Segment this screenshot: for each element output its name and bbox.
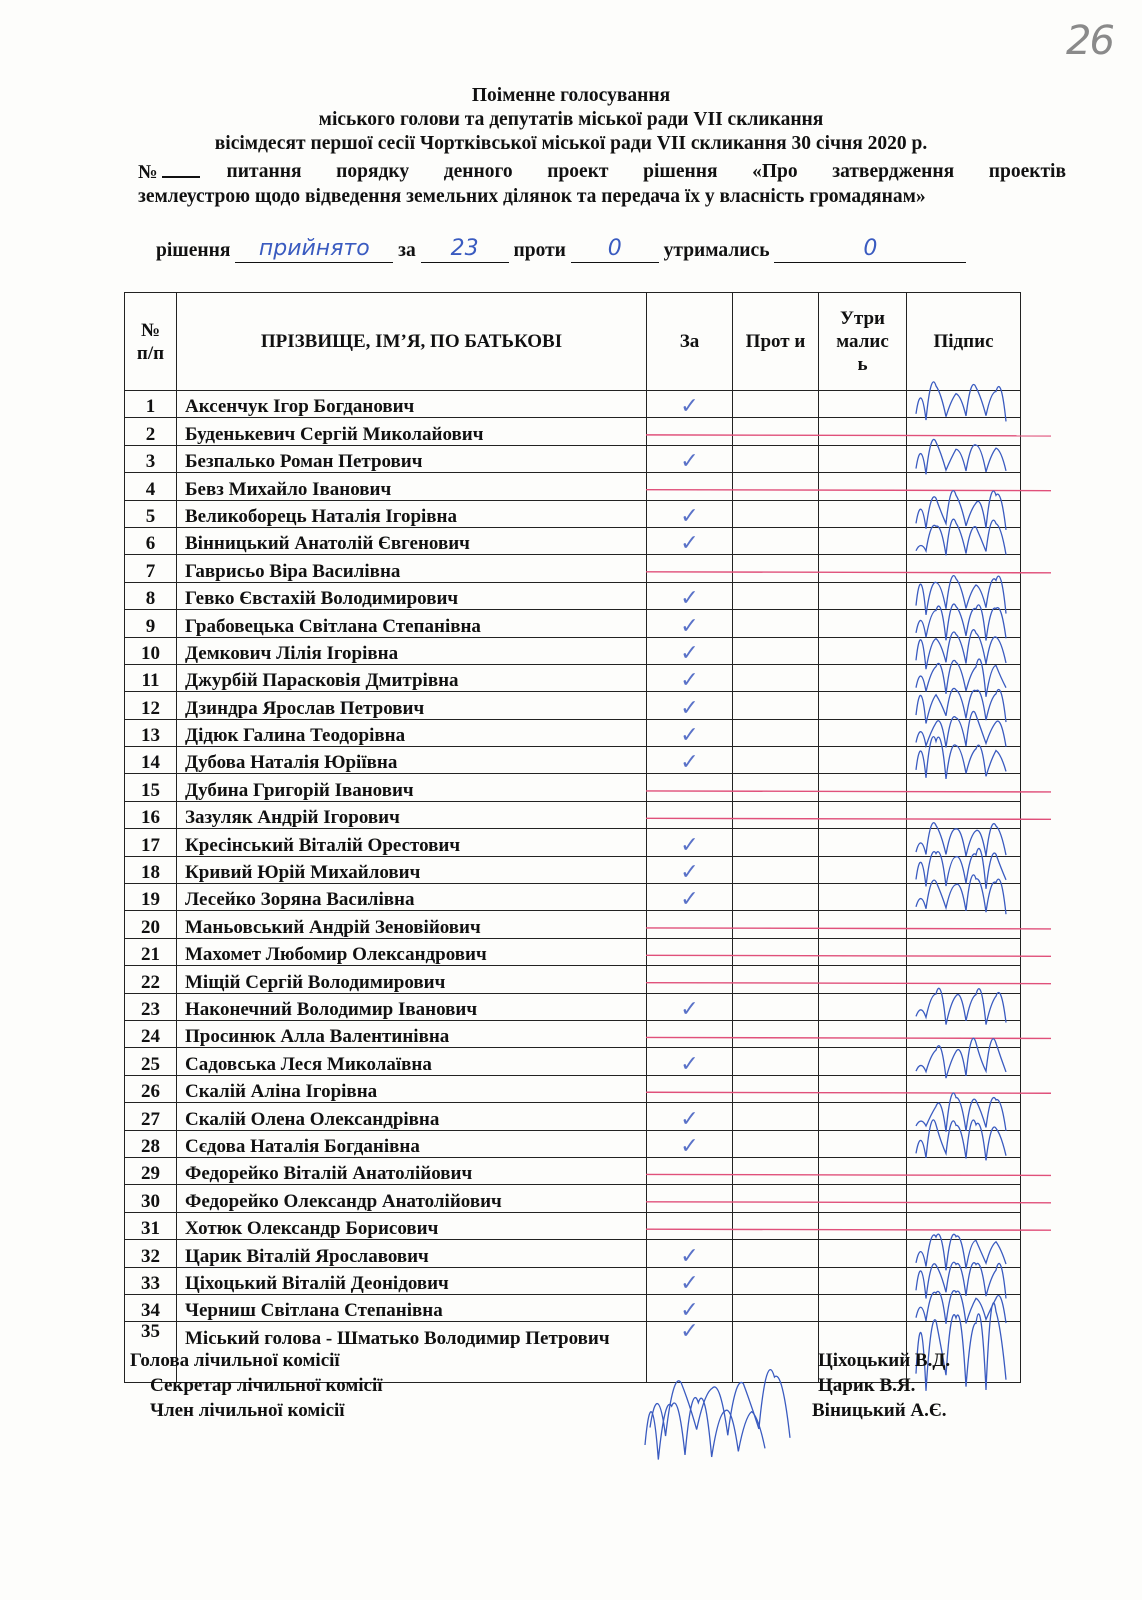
vote-for-cell — [647, 473, 733, 500]
check-mark: ✓ — [680, 503, 699, 529]
signature-cell — [907, 1130, 1021, 1157]
table-row — [125, 1157, 1021, 1184]
table-row — [125, 719, 1021, 746]
vote-against-cell — [733, 1212, 819, 1239]
vote-for-cell — [647, 1212, 733, 1239]
table-row — [125, 1020, 1021, 1047]
row-number: 26 — [125, 1075, 177, 1102]
member-name: Ціхоцький Віталій Деонідович — [177, 1267, 647, 1294]
check-mark: ✓ — [680, 640, 699, 666]
check-mark: ✓ — [680, 723, 699, 749]
check-mark: ✓ — [680, 1051, 699, 1077]
vote-for-cell — [647, 993, 733, 1020]
vote-abstain-cell — [819, 884, 907, 911]
table-row — [125, 445, 1021, 472]
vote-against-cell — [733, 938, 819, 965]
item-number-blank — [162, 160, 200, 178]
signature-cell — [907, 610, 1021, 637]
vote-for-cell — [647, 500, 733, 527]
vote-against-cell — [733, 829, 819, 856]
check-mark: ✓ — [680, 1319, 699, 1345]
signature-cell — [907, 637, 1021, 664]
vote-against-cell — [733, 445, 819, 472]
row-number: 27 — [125, 1103, 177, 1130]
decision-line — [156, 238, 1056, 263]
member-name: Дубова Наталія Юріївна — [177, 747, 647, 774]
vote-against-cell — [733, 1075, 819, 1102]
row-number: 9 — [125, 610, 177, 637]
vote-for-cell — [647, 664, 733, 694]
member-name: Махомет Любомир Олександрович — [177, 938, 647, 965]
member-name: Царик Віталій Ярославович — [177, 1240, 647, 1267]
vote-against-cell — [733, 1020, 819, 1047]
for-count: 23 — [421, 238, 509, 263]
vote-for-cell — [647, 610, 733, 637]
vote-for-cell — [647, 1075, 733, 1102]
row-number: 4 — [125, 473, 177, 500]
vote-for-cell — [647, 637, 733, 664]
member-name: Кривий Юрій Михайлович — [177, 856, 647, 883]
vote-against-cell — [733, 610, 819, 637]
vote-against-cell — [733, 500, 819, 527]
vote-for-cell — [647, 1294, 733, 1324]
vote-abstain-cell — [819, 993, 907, 1020]
vote-abstain-cell — [819, 1075, 907, 1102]
vote-against-cell — [733, 856, 819, 883]
row-number: 11 — [125, 664, 177, 691]
vote-against-cell — [733, 1157, 819, 1184]
member-name: Безпалько Роман Петрович — [177, 445, 647, 472]
member-name: Грабовецька Світлана Степанівна — [177, 610, 647, 637]
table-row — [125, 966, 1021, 993]
vote-for-cell — [647, 801, 733, 828]
vote-against-cell — [733, 1240, 819, 1267]
vote-against-cell — [733, 527, 819, 554]
signature-cell — [907, 1103, 1021, 1130]
agenda-text: питання порядку денного проект рішення «Про затвердження проектів — [226, 161, 1066, 182]
check-mark: ✓ — [680, 531, 699, 557]
vote-for-cell — [647, 1267, 733, 1294]
vote-abstain-cell — [819, 938, 907, 965]
vote-against-cell — [733, 473, 819, 500]
vote-against-cell — [733, 664, 819, 691]
vote-for-cell — [647, 1240, 733, 1267]
vote-abstain-cell — [819, 1185, 907, 1212]
table-row — [125, 555, 1021, 582]
vote-abstain-cell — [819, 1020, 907, 1047]
vote-for-cell — [647, 1130, 733, 1157]
vote-abstain-cell — [819, 1240, 907, 1267]
secretary-label: Секретар лічильної комісії — [150, 1375, 383, 1396]
vote-for-cell — [647, 445, 733, 475]
decision-value: прийнято — [235, 238, 393, 263]
row-number: 22 — [125, 966, 177, 993]
vote-for-cell — [647, 856, 733, 886]
table-row — [125, 911, 1021, 938]
vote-abstain-cell — [819, 692, 907, 719]
member-name: Віницький А.Є. — [812, 1400, 947, 1421]
vote-abstain-cell — [819, 801, 907, 828]
check-mark: ✓ — [680, 1243, 699, 1269]
vote-for-cell — [647, 555, 733, 582]
member-name: Аксенчук Ігор Богданович — [177, 391, 647, 418]
header-num: № п/п — [125, 293, 177, 391]
member-name: Великоборець Наталія Ігорівна — [177, 500, 647, 527]
row-number: 13 — [125, 719, 177, 746]
member-name: Просинюк Алла Валентинівна — [177, 1020, 647, 1047]
vote-for-cell — [647, 1185, 733, 1212]
table-row — [125, 1048, 1021, 1075]
row-number: 29 — [125, 1157, 177, 1184]
table-row — [125, 610, 1021, 637]
table-row — [125, 993, 1021, 1020]
table-row — [125, 856, 1021, 883]
table-row — [125, 527, 1021, 554]
row-number: 2 — [125, 418, 177, 445]
vote-abstain-cell — [819, 966, 907, 993]
member-name: Бевз Михайло Іванович — [177, 473, 647, 500]
member-name: Гаврисьо Віра Василівна — [177, 555, 647, 582]
vote-against-cell — [733, 911, 819, 938]
vote-abstain-cell — [819, 391, 907, 418]
agenda-text-2: землеустрою щодо відведення земельних ділянок та передача їх у власність громадянам» — [138, 186, 926, 207]
row-number: 31 — [125, 1212, 177, 1239]
vote-abstain-cell — [819, 1267, 907, 1294]
member-name: Федорейко Віталій Анатолійович — [177, 1157, 647, 1184]
secretary-name: Царик В.Я. — [818, 1375, 916, 1396]
vote-abstain-cell — [819, 610, 907, 637]
vote-against-cell — [733, 1048, 819, 1075]
abstain-label: утримались — [663, 240, 770, 261]
table-row — [125, 1267, 1021, 1294]
check-mark: ✓ — [680, 996, 699, 1022]
vote-against-cell — [733, 1103, 819, 1130]
vote-against-cell — [733, 391, 819, 418]
vote-against-cell — [733, 1130, 819, 1157]
signature-cell — [907, 911, 1021, 938]
signature-cell — [907, 774, 1021, 801]
vote-against-cell — [733, 555, 819, 582]
vote-for-cell — [647, 692, 733, 719]
row-number: 17 — [125, 829, 177, 856]
vote-table — [124, 292, 1021, 1383]
check-mark: ✓ — [680, 750, 699, 776]
member-name: Скалій Аліна Ігорівна — [177, 1075, 647, 1102]
member-name: Федорейко Олександр Анатолійович — [177, 1185, 647, 1212]
against-count: 0 — [571, 238, 659, 263]
row-number: 18 — [125, 856, 177, 883]
check-mark: ✓ — [680, 586, 699, 612]
check-mark: ✓ — [680, 695, 699, 721]
vote-table-body — [125, 391, 1021, 1383]
member-name: Кресінський Віталій Орестович — [177, 829, 647, 856]
table-row — [125, 747, 1021, 774]
signature-cell — [907, 747, 1021, 774]
title-line-3: вісімдесят першої сесії Чортківської міської ради VII скликання 30 січня 2020 р. — [214, 133, 928, 154]
vote-abstain-cell — [819, 1294, 907, 1321]
chair-name: Ціхоцький В.Д. — [818, 1350, 951, 1371]
member-name: Садовська Леся Миколаївна — [177, 1048, 647, 1075]
decision-label: рішення — [156, 240, 231, 261]
vote-abstain-cell — [819, 445, 907, 472]
signature-cell — [907, 1185, 1021, 1212]
member-label: Член лічильної комісії — [150, 1400, 345, 1421]
table-row — [125, 938, 1021, 965]
row-number: 10 — [125, 637, 177, 664]
member-name: Зазуляк Андрій Ігорович — [177, 801, 647, 828]
signature-cell — [907, 938, 1021, 965]
vote-abstain-cell — [819, 582, 907, 609]
vote-against-cell — [733, 747, 819, 774]
row-number: 33 — [125, 1267, 177, 1294]
vote-against-cell — [733, 1185, 819, 1212]
vote-against-cell — [733, 1267, 819, 1294]
table-row — [125, 1103, 1021, 1130]
row-number: 30 — [125, 1185, 177, 1212]
signature-cell — [907, 692, 1021, 719]
table-row — [125, 1185, 1021, 1212]
check-mark: ✓ — [680, 394, 699, 420]
member-name: Черниш Світлана Степанівна — [177, 1294, 647, 1321]
vote-abstain-cell — [819, 1157, 907, 1184]
vote-abstain-cell — [819, 1048, 907, 1075]
table-row — [125, 692, 1021, 719]
check-mark: ✓ — [680, 613, 699, 639]
signature-cell — [907, 1075, 1021, 1102]
vote-against-cell — [733, 966, 819, 993]
row-number: 15 — [125, 774, 177, 801]
check-mark: ✓ — [680, 668, 699, 694]
vote-abstain-cell — [819, 637, 907, 664]
header-against: Прот и — [733, 293, 819, 391]
row-number: 20 — [125, 911, 177, 938]
vote-abstain-cell — [819, 1212, 907, 1239]
chair-label: Голова лічильної комісії — [130, 1350, 340, 1371]
vote-for-cell — [647, 966, 733, 993]
vote-abstain-cell — [819, 829, 907, 856]
signature-cell — [907, 473, 1021, 500]
vote-against-cell — [733, 884, 819, 911]
vote-abstain-cell — [819, 555, 907, 582]
member-name: Демкович Лілія Ігорівна — [177, 637, 647, 664]
vote-against-cell — [733, 774, 819, 801]
signature-cell — [907, 527, 1021, 554]
check-mark: ✓ — [680, 1106, 699, 1132]
signature-cell — [907, 966, 1021, 993]
abstain-count: 0 — [774, 238, 966, 263]
signature-cell — [907, 856, 1021, 883]
row-number: 14 — [125, 747, 177, 774]
signature-cell — [907, 1048, 1021, 1075]
member-name: Буденькевич Сергій Миколайович — [177, 418, 647, 445]
signature-cell — [907, 418, 1021, 445]
table-row — [125, 1075, 1021, 1102]
row-number: 25 — [125, 1048, 177, 1075]
commission-signature — [645, 1398, 765, 1460]
vote-against-cell — [733, 801, 819, 828]
vote-for-cell — [647, 1020, 733, 1047]
member-name: Міщій Сергій Володимирович — [177, 966, 647, 993]
title-line-1: Поіменне голосування — [471, 85, 671, 106]
vote-for-cell — [647, 1103, 733, 1130]
vote-for-cell — [647, 582, 733, 612]
row-number: 32 — [125, 1240, 177, 1267]
vote-for-cell — [647, 1319, 733, 1383]
vote-abstain-cell — [819, 747, 907, 774]
vote-abstain-cell — [819, 1130, 907, 1157]
signature-cell — [907, 993, 1021, 1020]
check-mark: ✓ — [680, 887, 699, 913]
row-number: 19 — [125, 884, 177, 911]
signature-cell — [907, 582, 1021, 609]
signature-cell — [907, 801, 1021, 828]
signature-cell — [907, 445, 1021, 472]
member-name: Дубина Григорій Іванович — [177, 774, 647, 801]
vote-for-cell — [647, 829, 733, 856]
table-row — [125, 884, 1021, 911]
signature-cell — [907, 1020, 1021, 1047]
row-number: 35 — [125, 1322, 177, 1383]
vote-for-cell — [647, 391, 733, 418]
vote-for-cell — [647, 719, 733, 749]
vote-against-cell — [733, 993, 819, 1020]
vote-for-cell — [647, 774, 733, 801]
vote-for-cell — [647, 418, 733, 445]
table-row — [125, 1130, 1021, 1157]
member-name: Скалій Олена Олександрівна — [177, 1103, 647, 1130]
check-mark: ✓ — [680, 860, 699, 886]
table-row — [125, 1294, 1021, 1321]
row-number: 3 — [125, 445, 177, 472]
vote-against-cell — [733, 692, 819, 719]
vote-abstain-cell — [819, 527, 907, 554]
title-line-2: міського голови та депутатів міської ради VII скликання — [318, 109, 824, 130]
table-row — [125, 1240, 1021, 1267]
row-number: 12 — [125, 692, 177, 719]
row-number: 23 — [125, 993, 177, 1020]
signature-cell — [907, 1240, 1021, 1267]
signature-cell — [907, 829, 1021, 856]
signature-cell — [907, 664, 1021, 691]
for-label: за — [398, 240, 416, 261]
row-number: 34 — [125, 1294, 177, 1321]
row-number: 5 — [125, 500, 177, 527]
row-number: 21 — [125, 938, 177, 965]
vote-for-cell — [647, 747, 733, 774]
vote-for-cell — [647, 911, 733, 938]
vote-abstain-cell — [819, 774, 907, 801]
check-mark: ✓ — [680, 832, 699, 858]
vote-abstain-cell — [819, 418, 907, 445]
check-mark: ✓ — [680, 1133, 699, 1159]
table-row — [125, 391, 1021, 418]
vote-against-cell — [733, 418, 819, 445]
vote-for-cell — [647, 1157, 733, 1184]
row-number: 1 — [125, 391, 177, 418]
page-number: 26 — [1066, 18, 1113, 64]
vote-against-cell — [733, 719, 819, 746]
member-name: Гевко Євстахій Володимирович — [177, 582, 647, 609]
table-row — [125, 582, 1021, 609]
row-number: 7 — [125, 555, 177, 582]
member-name: Дзиндра Ярослав Петрович — [177, 692, 647, 719]
signature-cell — [907, 391, 1021, 418]
signature-cell — [907, 719, 1021, 746]
table-row — [125, 473, 1021, 500]
member-name: Дідюк Галина Теодорівна — [177, 719, 647, 746]
member-name: Вінницький Анатолій Євгенович — [177, 527, 647, 554]
table-row — [125, 801, 1021, 828]
table-row — [125, 829, 1021, 856]
table-row — [125, 637, 1021, 664]
member-name: Джурбій Парасковія Дмитрівна — [177, 664, 647, 691]
header-abstain: Утри малис ь — [819, 293, 907, 391]
signature-cell — [907, 884, 1021, 911]
row-number: 16 — [125, 801, 177, 828]
table-row — [125, 500, 1021, 527]
vote-abstain-cell — [819, 500, 907, 527]
check-mark: ✓ — [680, 449, 699, 475]
table-row — [125, 774, 1021, 801]
table-header-row — [125, 293, 1021, 391]
vote-against-cell — [733, 1322, 819, 1383]
signature-cell — [907, 1212, 1021, 1239]
check-mark: ✓ — [680, 1270, 699, 1296]
check-mark: ✓ — [680, 1298, 699, 1324]
table-row — [125, 418, 1021, 445]
against-label: проти — [513, 240, 566, 261]
vote-for-cell — [647, 938, 733, 965]
vote-against-cell — [733, 637, 819, 664]
member-name: Сєдова Наталія Богданівна — [177, 1130, 647, 1157]
row-number: 6 — [125, 527, 177, 554]
member-name: Міський голова - Шматько Володимир Петрович — [177, 1322, 647, 1383]
row-number: 24 — [125, 1020, 177, 1047]
signature-cell — [907, 1294, 1021, 1321]
table-row — [125, 664, 1021, 691]
vote-against-cell — [733, 582, 819, 609]
table-row — [125, 1212, 1021, 1239]
agenda-item-heading — [138, 160, 1066, 209]
vote-abstain-cell — [819, 473, 907, 500]
member-name: Маньовський Андрій Зеновійович — [177, 911, 647, 938]
vote-for-cell — [647, 527, 733, 557]
signature-cell — [907, 1157, 1021, 1184]
number-sign: № — [138, 162, 158, 183]
signature-cell — [907, 500, 1021, 527]
header-for: За — [647, 293, 733, 391]
member-name: Лесейко Зоряна Василівна — [177, 884, 647, 911]
row-number: 8 — [125, 582, 177, 609]
signature-cell — [907, 555, 1021, 582]
header-signature: Підпис — [907, 293, 1021, 391]
vote-abstain-cell — [819, 911, 907, 938]
signature-cell — [907, 1267, 1021, 1294]
vote-abstain-cell — [819, 719, 907, 746]
vote-for-cell — [647, 1048, 733, 1075]
member-name: Наконечний Володимир Іванович — [177, 993, 647, 1020]
header-name: ПРІЗВИЩЕ, ІМ’Я, ПО БАТЬКОВІ — [177, 293, 647, 391]
vote-against-cell — [733, 1294, 819, 1321]
row-number: 28 — [125, 1130, 177, 1157]
vote-abstain-cell — [819, 1103, 907, 1130]
vote-for-cell — [647, 884, 733, 911]
member-name: Хотюк Олександр Борисович — [177, 1212, 647, 1239]
vote-abstain-cell — [819, 856, 907, 883]
vote-abstain-cell — [819, 664, 907, 691]
